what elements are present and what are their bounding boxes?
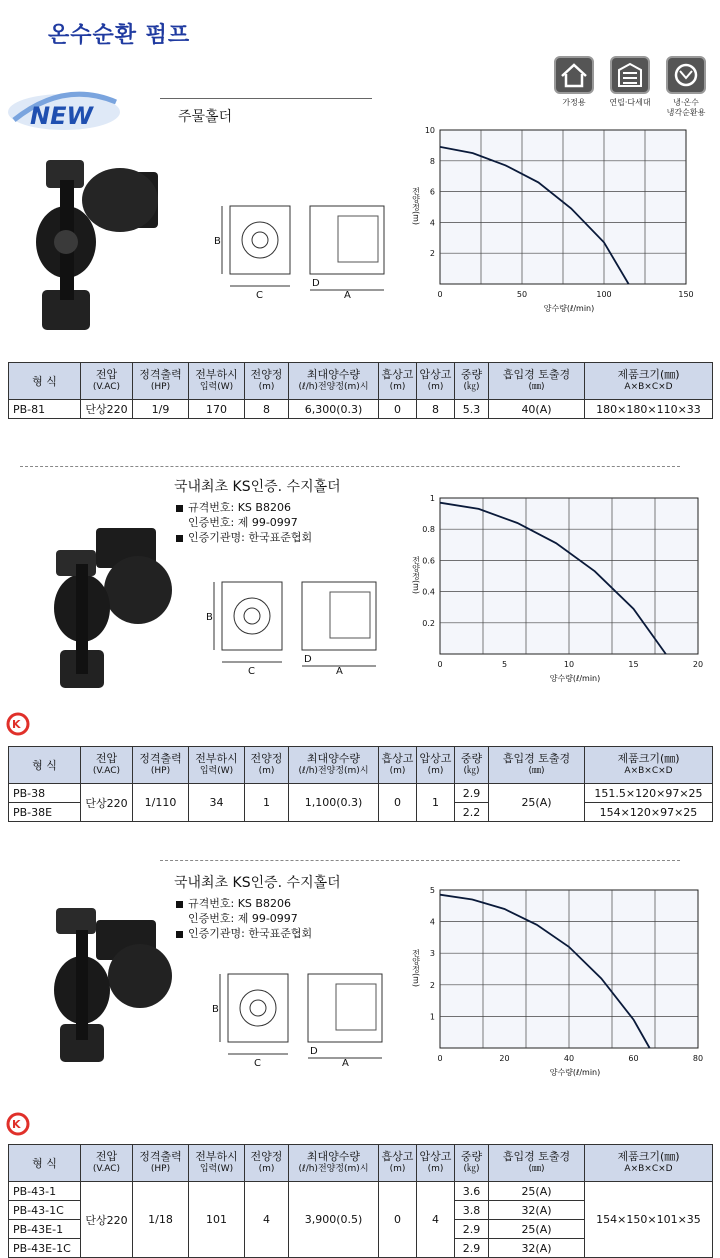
performance-chart [404,488,716,692]
voltage-cell: 단상220 [81,784,133,822]
y-axis-label: 전양정(m) [411,556,421,595]
lift-cell: 1 [417,784,455,822]
size-cell: 151.5×120×97×25 [585,784,713,803]
column-header-label: 흡입경 토출경 [502,1150,571,1163]
column-header [417,363,455,400]
input-cell: 101 [189,1182,245,1258]
column-header-unit: 입력(W) [199,1164,234,1174]
column-header [417,1145,455,1182]
head-flow-chart [404,488,716,688]
model-cell: PB-81 [9,400,81,419]
table-header-row [9,747,713,784]
column-header [379,1145,417,1182]
column-header [585,1145,713,1182]
column-header [9,747,81,784]
table-header-row [9,363,713,400]
input-cell: 34 [189,784,245,822]
x-tick-label: 150 [678,290,694,299]
column-header-label: 제품크기(㎜) [617,1150,680,1163]
x-tick-label: 80 [692,1054,704,1063]
column-header-unit: (㎜) [528,1164,545,1174]
bore-cell: 25(A) [489,784,585,822]
column-header [9,363,81,400]
table-header-row [9,1145,713,1182]
certification-list [176,896,312,941]
x-tick-label: 10 [563,660,575,669]
column-header-unit: (㎏) [463,1164,480,1174]
column-header-label: 전압 [95,368,118,381]
house-icon [554,56,594,94]
column-header-unit: (HP) [150,766,171,776]
x-tick-label: 40 [563,1054,575,1063]
x-tick-label: 0 [437,290,443,299]
y-tick-label: 0.6 [422,556,435,566]
section-title: 국내최초 KS인증. 수지홀더 [174,479,341,495]
column-header-unit: A×B×C×D [624,1164,673,1174]
column-header-label: 전부하시 [195,752,238,765]
section-title: 주물홀더 [178,109,233,125]
column-header [81,363,133,400]
dim-label-a: A [344,290,351,301]
suction-cell: 0 [379,784,417,822]
y-tick-label: 0.8 [422,525,435,535]
column-header-unit: (ℓ/h)전양정(m)시 [298,382,369,392]
column-header-label: 전양정 [250,752,283,765]
y-tick-label: 3 [429,949,435,959]
y-tick-label: 8 [429,156,435,166]
column-header [289,747,379,784]
y-tick-label: 1 [429,494,435,503]
weight-cell: 2.9 [455,1220,489,1239]
column-header-label: 전부하시 [195,368,238,381]
lift-cell: 4 [417,1182,455,1258]
column-header [417,747,455,784]
column-header-unit: (ℓ/h)전양정(m)시 [298,1164,369,1174]
dimension-drawing [212,968,396,1072]
column-header-unit: (m) [389,382,406,392]
output-cell: 1/110 [133,784,189,822]
model-cell: PB-43E-1 [9,1220,81,1239]
column-header-label: 최대양수량 [306,752,361,765]
column-header-label: 형 식 [32,374,57,388]
column-header [81,1145,133,1182]
column-header [245,1145,289,1182]
column-header-unit: (㎏) [463,766,480,776]
spec-item: 규격번호: KS B8206 [176,500,312,515]
column-header-unit: (m) [258,766,275,776]
column-header-label: 정격출력 [139,368,182,381]
spec-table [8,746,713,822]
column-header-label: 압상고 [419,368,452,381]
page-title: 온수순환 펌프 [48,23,191,48]
output-cell: 1/18 [133,1182,189,1258]
column-header [189,1145,245,1182]
column-header [379,363,417,400]
y-tick-label: 0.2 [422,618,435,628]
column-header-unit: 입력(W) [199,766,234,776]
column-header [245,747,289,784]
legend-label-home: 가정용 [562,98,586,107]
column-header-label: 흡상고 [381,752,414,765]
column-header [489,747,585,784]
y-tick-label: 5 [429,886,435,895]
dim-label-d: D [312,278,320,289]
size-cell: 180×180×110×33 [585,400,713,419]
column-header-label: 흡상고 [381,368,414,381]
column-header [245,363,289,400]
column-header-unit: (ℓ/h)전양정(m)시 [298,766,369,776]
model-cell: PB-43E-1C [9,1239,81,1258]
bore-cell: 25(A) [489,1220,585,1239]
column-header-label: 전양정 [250,1150,283,1163]
head-flow-chart [404,120,704,318]
svg-text:K: K [12,718,21,731]
head-cell: 8 [245,400,289,419]
apartment-icon [610,56,650,94]
column-header [9,1145,81,1182]
dim-label-d: D [310,1046,318,1057]
pump-photo [30,520,180,699]
column-header-unit: (HP) [150,382,171,392]
input-cell: 170 [189,400,245,419]
svg-text:K: K [12,1118,21,1131]
y-tick-label: 4 [429,218,435,228]
column-header [489,363,585,400]
dim-label-a: A [336,666,343,677]
dimension-drawing [214,200,398,304]
legend-label-apartment: 연립·다세대 [609,98,651,107]
spec-table [8,362,713,419]
table-row [9,1182,713,1201]
column-header-unit: (m) [258,382,275,392]
max-flow-cell: 1,100(0.3) [289,784,379,822]
performance-chart [404,880,716,1086]
dim-label-d: D [304,654,312,665]
voltage-cell: 단상220 [81,400,133,419]
column-header-unit: A×B×C×D [624,766,673,776]
bore-cell: 32(A) [489,1239,585,1258]
dim-label-c: C [256,290,263,301]
dim-label-b: B [206,612,213,623]
bore-cell: 25(A) [489,1182,585,1201]
model-cell: PB-38E [9,803,81,822]
column-header-label: 중량 [460,752,483,765]
spec-item: 인증기관명: 한국표준협회 [176,530,312,545]
column-header-label: 전양정 [250,368,283,381]
weight-cell: 2.2 [455,803,489,822]
new-badge-text: NEW [30,102,93,130]
spec-item: 인증번호: 제 99-0997 [188,912,298,925]
model-cell: PB-43-1C [9,1201,81,1220]
column-header [189,747,245,784]
y-tick-label: 2 [429,980,435,990]
column-header-label: 흡입경 토출경 [502,368,571,381]
x-tick-label: 0 [437,660,443,669]
column-header-unit: (V.AC) [92,766,121,776]
weight-cell: 2.9 [455,1239,489,1258]
column-header-label: 제품크기(㎜) [617,752,680,765]
column-header-label: 제품크기(㎜) [617,368,680,381]
legend-label-cooling: 냉·온수 냉각순환용 [666,98,706,117]
suction-cell: 0 [379,400,417,419]
x-tick-label: 50 [516,290,528,299]
column-header-label: 흡상고 [381,1150,414,1163]
size-cell: 154×120×97×25 [585,803,713,822]
x-tick-label: 0 [437,1054,443,1063]
ks-mark-icon [6,712,30,736]
dim-label-b: B [214,236,221,247]
column-header-unit: (㎜) [528,766,545,776]
spec-item: 인증번호: 제 99-0997 [188,516,298,529]
column-header-unit: (㎏) [463,382,480,392]
column-header [133,747,189,784]
voltage-cell: 단상220 [81,1182,133,1258]
new-badge [4,80,124,144]
size-cell: 154×150×101×35 [585,1182,713,1258]
column-header [455,363,489,400]
column-header-label: 형 식 [32,758,57,772]
column-header-unit: (m) [427,382,444,392]
dimension-drawing [206,576,390,680]
column-header-unit: (V.AC) [92,1164,121,1174]
dim-label-c: C [248,666,255,677]
dim-label-a: A [342,1058,349,1069]
x-axis-label: 양수량(ℓ/min) [549,674,601,683]
max-flow-cell: 3,900(0.5) [289,1182,379,1258]
lift-cell: 8 [417,400,455,419]
column-header-unit: (m) [427,1164,444,1174]
column-header-unit: (m) [427,766,444,776]
column-header-label: 정격출력 [139,1150,182,1163]
section-title: 국내최초 KS인증. 수지홀더 [174,875,341,891]
spec-item: 규격번호: KS B8206 [176,896,312,911]
x-axis-label: 양수량(ℓ/min) [543,304,595,313]
model-cell: PB-43-1 [9,1182,81,1201]
table-row [9,400,713,419]
column-header-label: 정격출력 [139,752,182,765]
column-header [379,747,417,784]
x-tick-label: 5 [501,660,508,669]
section-divider [20,466,680,467]
cycle-icon [666,56,706,94]
dim-label-c: C [254,1058,261,1069]
column-header [81,747,133,784]
performance-chart [404,120,704,322]
column-header-unit: 입력(W) [199,382,234,392]
section-divider [160,98,372,99]
column-header [455,1145,489,1182]
column-header-label: 전압 [95,752,118,765]
pump-photo [30,900,180,1074]
certification-list [176,500,312,545]
column-header-label: 전압 [95,1150,118,1163]
column-header [133,363,189,400]
dim-label-b: B [212,1004,219,1015]
x-axis-label: 양수량(ℓ/min) [549,1068,601,1077]
column-header-label: 압상고 [419,1150,452,1163]
column-header [585,363,713,400]
model-cell: PB-38 [9,784,81,803]
column-header-label: 최대양수량 [306,368,361,381]
column-header-label: 압상고 [419,752,452,765]
column-header [585,747,713,784]
column-header [455,747,489,784]
ks-mark-icon [6,1112,30,1136]
column-header [289,1145,379,1182]
column-header-unit: A×B×C×D [624,382,673,392]
y-tick-label: 2 [429,249,435,259]
column-header-label: 중량 [460,368,483,381]
column-header [189,363,245,400]
x-tick-label: 100 [596,290,612,299]
y-tick-label: 6 [429,187,435,197]
column-header-unit: (㎜) [528,382,545,392]
x-tick-label: 60 [628,1054,639,1063]
column-header-label: 형 식 [32,1156,57,1170]
column-header-label: 흡입경 토출경 [502,752,571,765]
column-header-label: 최대양수량 [306,1150,361,1163]
table-row [9,784,713,803]
weight-cell: 2.9 [455,784,489,803]
weight-cell: 3.8 [455,1201,489,1220]
output-cell: 1/9 [133,400,189,419]
spec-item: 인증기관명: 한국표준협회 [176,926,312,941]
y-tick-label: 4 [429,917,435,927]
column-header-label: 중량 [460,1150,483,1163]
x-tick-label: 15 [628,660,639,669]
weight-cell: 3.6 [455,1182,489,1201]
spec-table [8,1144,713,1258]
column-header-label: 전부하시 [195,1150,238,1163]
bore-cell: 40(A) [489,400,585,419]
x-tick-label: 20 [692,660,704,669]
column-header-unit: (V.AC) [92,382,121,392]
pump-photo [20,150,170,344]
y-tick-label: 0.4 [422,587,435,597]
weight-cell: 5.3 [455,400,489,419]
head-flow-chart [404,880,716,1082]
column-header-unit: (m) [389,766,406,776]
section-divider [160,860,680,861]
y-axis-label: 전양정(m) [411,187,421,226]
column-header-unit: (HP) [150,1164,171,1174]
column-header-unit: (m) [258,1164,275,1174]
column-header [133,1145,189,1182]
bore-cell: 32(A) [489,1201,585,1220]
max-flow-cell: 6,300(0.3) [289,400,379,419]
column-header [489,1145,585,1182]
column-header-unit: (m) [389,1164,406,1174]
y-tick-label: 1 [429,1012,435,1022]
column-header [289,363,379,400]
y-axis-label: 전양정(m) [411,949,421,988]
head-cell: 1 [245,784,289,822]
x-tick-label: 20 [499,1054,510,1063]
suction-cell: 0 [379,1182,417,1258]
y-tick-label: 10 [424,126,435,135]
head-cell: 4 [245,1182,289,1258]
